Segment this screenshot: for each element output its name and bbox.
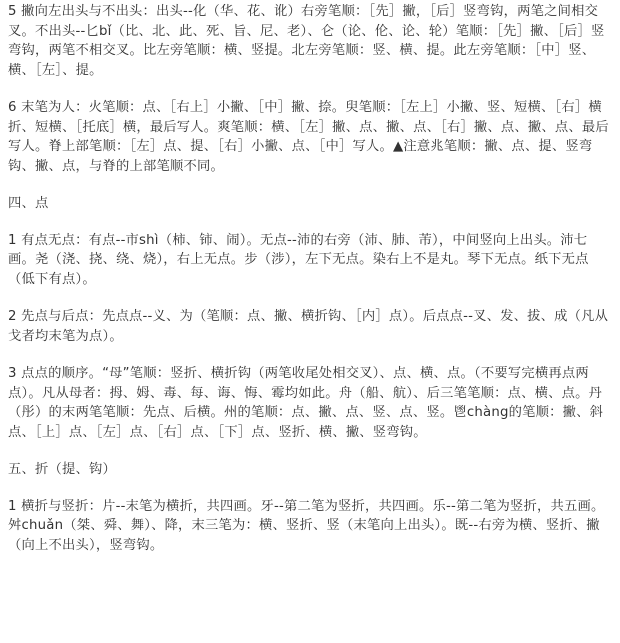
section-heading-dots: 四、点 xyxy=(8,196,49,211)
paragraph-dots-1: 1 有点无点：有点--市shì（柿、铈、闹）。无点--沛的右旁（沛、肺、芾），中间竖向上出头。沛七画。尧（浇、挠、绕、烧），右上无点。步（涉），左下无点。染右上不是丸。琴下无点。纸下无点（低下有点）。 xyxy=(8,232,589,287)
paragraph-stroke-5: 5 撇向左出头与不出头：出头--化（华、花、讹）右旁笔顺：［先］撇，［后］竖弯钩，两笔之间相交叉。不出头--匕bǐ（比、北、此、死、旨、尼、老）、仑（论、伦、论、轮）笔顺：［先］撇、［后］竖弯钩，两笔不相交叉。比左旁笔顺：横、竖提。北左旁笔顺：竖、横、提。此左旁笔顺：［中］竖、横、［左］、提。 xyxy=(8,4,605,78)
paragraph-folds-1: 1 横折与竖折：片--末笔为横折，共四画。牙--第二笔为竖折，共四画。乐--第二笔为竖折，共五画。舛chuǎn（桀、舜、舞）、降，末三笔为：横、竖折、竖（末笔向上出头）。既--右旁为横、竖折、撇（向上不出头），竖弯钩。 xyxy=(8,498,605,553)
paragraph-dots-3: 3 点点的顺序。“母”笔顺：竖折、横折钩（两笔收尾处相交叉）、点、横、点。（不要写完横再点两点）。凡从母者：拇、姆、毒、每、诲、悔、霉均如此。舟（船、航）、后三笔笔顺：点、横、点。丹（彤）的末两笔笔顺：先点、后横。州的笔顺：点、撇、点、竖、点、竖。鬯chàng的笔顺：撇、斜点、［上］点、［左］点、［右］点、［下］点、竖折、横、撇、竖弯钩。 xyxy=(8,366,604,440)
section-heading-folds: 五、折（提、钩） xyxy=(8,462,116,477)
paragraph-stroke-6: 6 末笔为人：火笔顺：点、［右上］小撇、［中］撇、捺。臾笔顺：［左上］小撇、竖、短横、［右］横折、短横、［托底］横，最后写人。爽笔顺：横、［左］撇、点、撇、点、［右］撇、点、撇、点、最后写人。脊上部笔顺：［左］点、提、［右］小撇、点、［中］写人。▲注意兆笔顺：撇、点、提、竖弯钩、撇、点，与脊的上部笔顺不同。 xyxy=(8,100,609,174)
paragraph-dots-2: 2 先点与后点：先点点--义、为（笔顺：点、撇、横折钩、［内］点）。后点点--叉、发、拔、成（凡从戈者均末笔为点）。 xyxy=(8,309,609,344)
